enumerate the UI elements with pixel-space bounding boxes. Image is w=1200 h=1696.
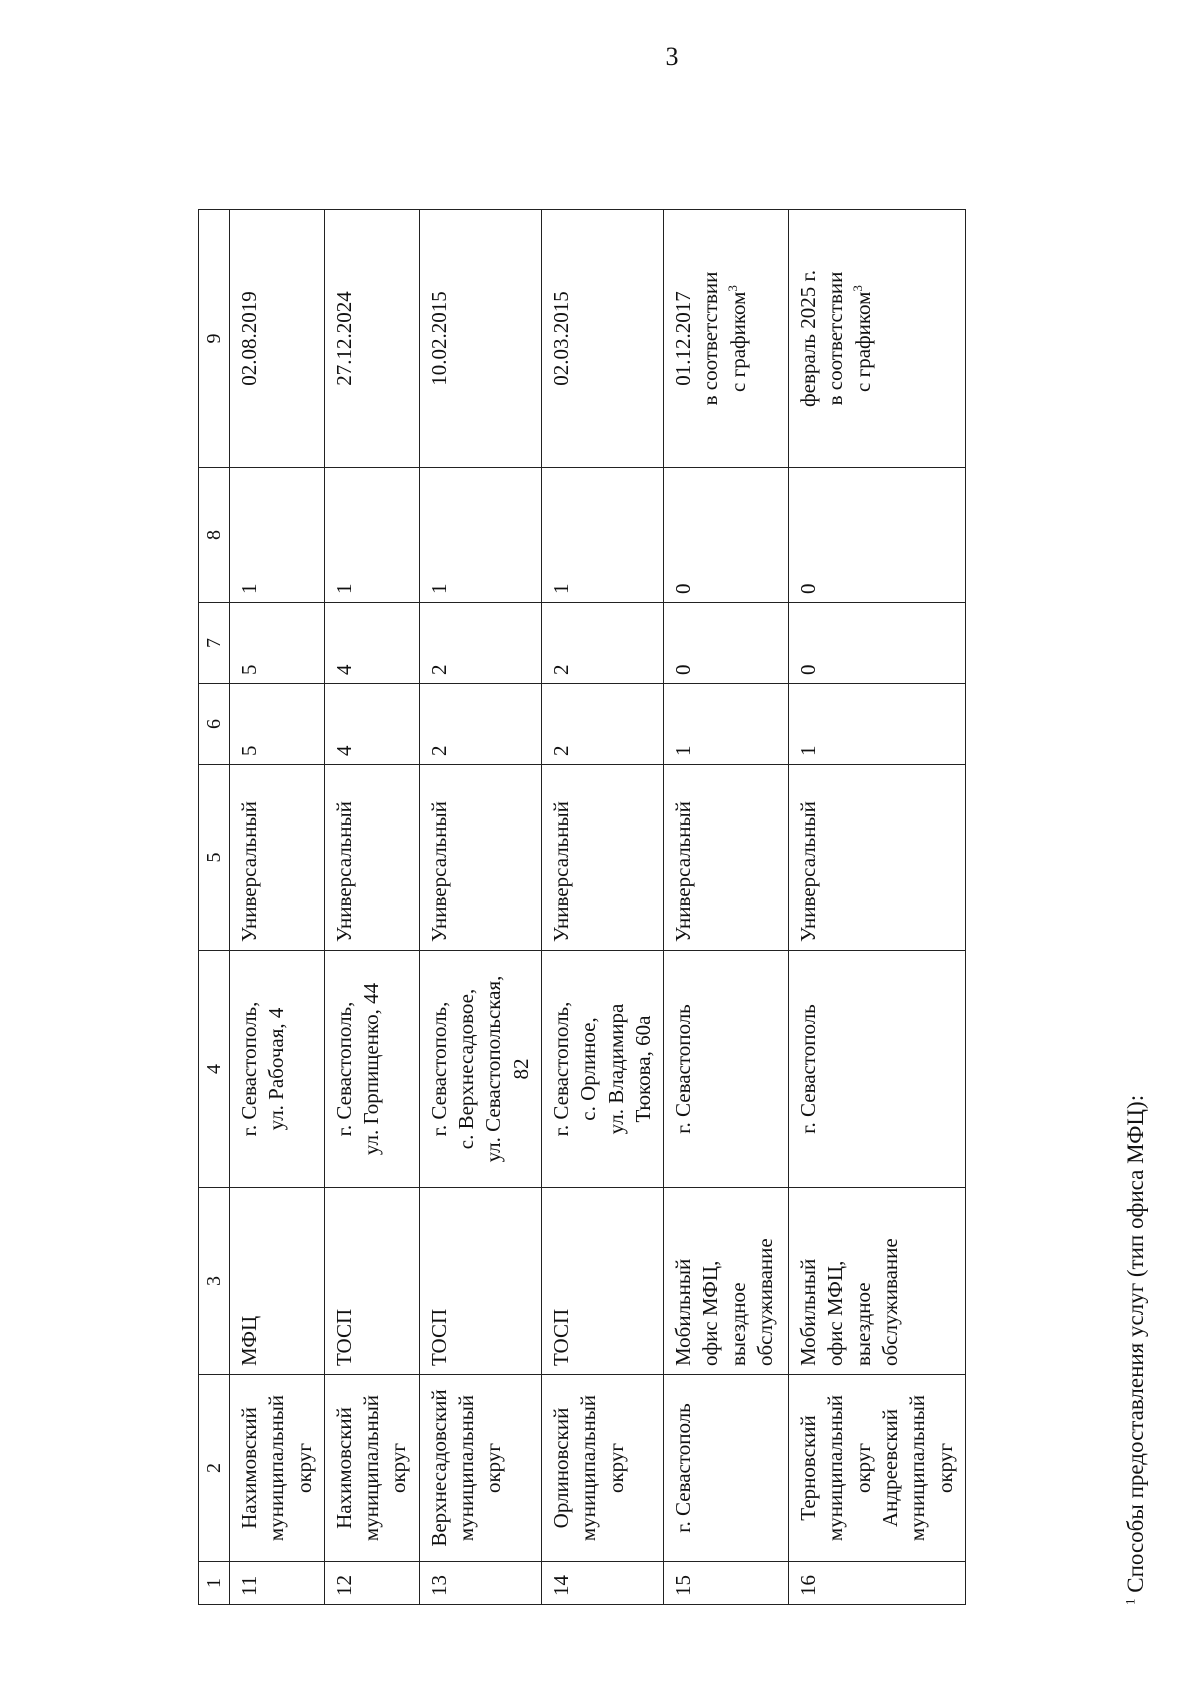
table-row — [230, 210, 325, 1605]
cell-line: в соответствии — [823, 271, 848, 406]
table-cell-col-1: 14 — [541, 1562, 663, 1605]
page-number: 3 — [665, 42, 679, 71]
table-cell-col-2 — [419, 1375, 541, 1562]
table-cell-col-2 — [230, 1375, 325, 1562]
cell-line: муниципальный — [905, 1394, 930, 1542]
table-cell-col-1: 15 — [664, 1562, 789, 1605]
table-cell-col-4 — [789, 951, 966, 1188]
cell-line: ТОСП — [331, 1308, 356, 1366]
cell-line: г. Севастополь, — [331, 1001, 356, 1137]
table-body — [199, 210, 966, 1605]
table-cell-col-1: 12 — [324, 1562, 419, 1605]
mfc-offices-table — [198, 209, 966, 1605]
table-cell-col-8: 1 — [541, 468, 663, 603]
cell-line: обслуживание — [878, 1238, 903, 1366]
table-cell-col-5: Универсальный — [789, 765, 966, 951]
table-cell-col-4 — [324, 951, 419, 1188]
table-cell-col-9 — [230, 210, 325, 468]
cell-line: Андреевский — [878, 1408, 903, 1528]
cell-line: Верхнесадовский — [426, 1389, 451, 1547]
table-cell-col-2 — [541, 1375, 663, 1562]
table-cell-col-3 — [230, 1188, 325, 1375]
table-cell-col-7: 5 — [230, 603, 325, 684]
table-cell-col-8: 1 — [324, 468, 419, 603]
cell-line: г. Севастополь — [671, 1403, 696, 1533]
cell-line: ТОСП — [548, 1308, 573, 1366]
table-cell-col-3 — [789, 1188, 966, 1375]
table-cell-col-6: 1 — [789, 684, 966, 765]
cell-line: 82 — [508, 1058, 533, 1080]
table-cell-col-3 — [541, 1188, 663, 1375]
table-cell-col-7: 4 — [324, 603, 419, 684]
cell-line: г. Севастополь, — [548, 1001, 573, 1137]
table-cell-col-6: 2 — [419, 684, 541, 765]
table-cell-col-6: 4 — [324, 684, 419, 765]
table-cell-col-6: 1 — [664, 684, 789, 765]
table-row — [664, 210, 789, 1605]
table-cell-col-5: Универсальный — [541, 765, 663, 951]
table-cell-col-6: 2 — [541, 684, 663, 765]
table-cell-col-4 — [419, 951, 541, 1188]
cell-line: ул. Горпищенко, 44 — [359, 982, 384, 1156]
table-cell-col-8: 1 — [230, 468, 325, 603]
table-row — [419, 210, 541, 1605]
cell-line: округ — [386, 1442, 411, 1494]
header-cell: 4 — [199, 951, 230, 1188]
table-cell-col-9 — [541, 210, 663, 468]
cell-line: 10.02.2015 — [426, 291, 451, 386]
cell-line — [850, 218, 877, 459]
table-cell-col-4 — [664, 951, 789, 1188]
cell-line: Нахимовский — [331, 1407, 356, 1529]
cell-line: 02.08.2019 — [237, 291, 261, 386]
cell-line: выездное — [850, 1282, 875, 1366]
cell-line: Тюкова, 60а — [630, 1015, 655, 1123]
table-cell-col-5: Универсальный — [230, 765, 325, 951]
cell-line: ул. Севастопольская, — [481, 975, 506, 1163]
table-cell-col-7: 0 — [789, 603, 966, 684]
footnote — [1123, 1095, 1149, 1605]
header-cell: 3 — [199, 1188, 230, 1375]
table-cell-col-4 — [541, 951, 663, 1188]
header-cell: 1 — [199, 1562, 230, 1605]
cell-line: 01.12.2017 — [671, 291, 696, 386]
cell-line: выездное — [725, 1282, 750, 1366]
cell-line: Мобильный — [796, 1258, 821, 1366]
table-cell-col-6: 5 — [230, 684, 325, 765]
cell-line: муниципальный — [454, 1394, 479, 1542]
header-cell: 5 — [199, 765, 230, 951]
cell-line: ул. Рабочая, 4 — [264, 1007, 289, 1131]
cell-line: округ — [603, 1442, 628, 1494]
table-cell-col-9 — [789, 210, 966, 468]
cell-line-text: с графиком — [725, 291, 750, 392]
table-cell-col-1: 11 — [230, 1562, 325, 1605]
cell-line: г. Севастополь — [796, 1004, 821, 1134]
cell-line: округ — [481, 1442, 506, 1494]
header-cell: 7 — [199, 603, 230, 684]
cell-line: с. Орлиное, — [576, 1017, 601, 1121]
footnote-reference: 3 — [849, 285, 865, 292]
table-cell-col-4 — [230, 951, 325, 1188]
table-row — [324, 210, 419, 1605]
header-row — [199, 210, 230, 1605]
table-cell-col-1: 16 — [789, 1562, 966, 1605]
cell-line: 27.12.2024 — [331, 291, 356, 386]
cell-line: муниципальный — [359, 1394, 384, 1542]
table-cell-col-2 — [789, 1375, 966, 1562]
cell-line: округ — [932, 1442, 957, 1494]
rotated-content — [198, 210, 1148, 1605]
cell-line: г. Севастополь — [671, 1004, 696, 1134]
table-cell-col-1: 13 — [419, 1562, 541, 1605]
cell-line: муниципальный — [576, 1394, 601, 1542]
table-cell-col-2 — [664, 1375, 789, 1562]
cell-line: Терновский — [796, 1415, 821, 1521]
cell-line: Нахимовский — [237, 1407, 261, 1529]
table-row — [541, 210, 663, 1605]
cell-line: 02.03.2015 — [548, 291, 573, 386]
table-row — [789, 210, 966, 1605]
cell-line: офис МФЦ, — [823, 1260, 848, 1366]
table-cell-col-5: Универсальный — [419, 765, 541, 951]
table-cell-col-7: 2 — [541, 603, 663, 684]
table-cell-col-3 — [664, 1188, 789, 1375]
cell-line-text: с графиком — [850, 291, 875, 392]
table-cell-col-7: 0 — [664, 603, 789, 684]
table-cell-col-8: 0 — [664, 468, 789, 603]
header-cell: 9 — [199, 210, 230, 468]
cell-line: Орлиновский — [548, 1407, 573, 1529]
table-cell-col-2 — [324, 1375, 419, 1562]
table-cell-col-8: 1 — [419, 468, 541, 603]
cell-line: округ — [291, 1442, 316, 1494]
footnote-text: Способы предоставления услуг (тип офиса МФЦ): — [1123, 1094, 1148, 1593]
footnote-marker: 1 — [1122, 1598, 1138, 1605]
cell-line: муниципальный — [264, 1394, 289, 1542]
table-cell-col-5: Универсальный — [324, 765, 419, 951]
cell-line — [725, 218, 752, 459]
footnote-reference: 3 — [724, 285, 740, 292]
header-cell: 2 — [199, 1375, 230, 1562]
cell-line: г. Севастополь, — [426, 1001, 451, 1137]
table-cell-col-9 — [324, 210, 419, 468]
cell-line: ул. Владимира — [603, 1003, 628, 1135]
header-cell: 6 — [199, 684, 230, 765]
cell-line: обслуживание — [753, 1238, 778, 1366]
cell-line: с. Верхнесадовое, — [454, 988, 479, 1150]
cell-line: ТОСП — [426, 1308, 451, 1366]
cell-line: г. Севастополь, — [237, 1001, 261, 1137]
header-cell: 8 — [199, 468, 230, 603]
table-cell-col-3 — [324, 1188, 419, 1375]
cell-line: Мобильный — [671, 1258, 696, 1366]
table-cell-col-7: 2 — [419, 603, 541, 684]
cell-line: февраль 2025 г. — [796, 270, 821, 407]
table-cell-col-5: Универсальный — [664, 765, 789, 951]
cell-line: в соответствии — [698, 271, 723, 406]
table-cell-col-9 — [664, 210, 789, 468]
cell-line: офис МФЦ, — [698, 1260, 723, 1366]
cell-line: муниципальный — [823, 1394, 848, 1542]
table-cell-col-3 — [419, 1188, 541, 1375]
table-cell-col-9 — [419, 210, 541, 468]
table-cell-col-8: 0 — [789, 468, 966, 603]
cell-line: МФЦ — [237, 1315, 261, 1366]
cell-line: округ — [850, 1442, 875, 1494]
